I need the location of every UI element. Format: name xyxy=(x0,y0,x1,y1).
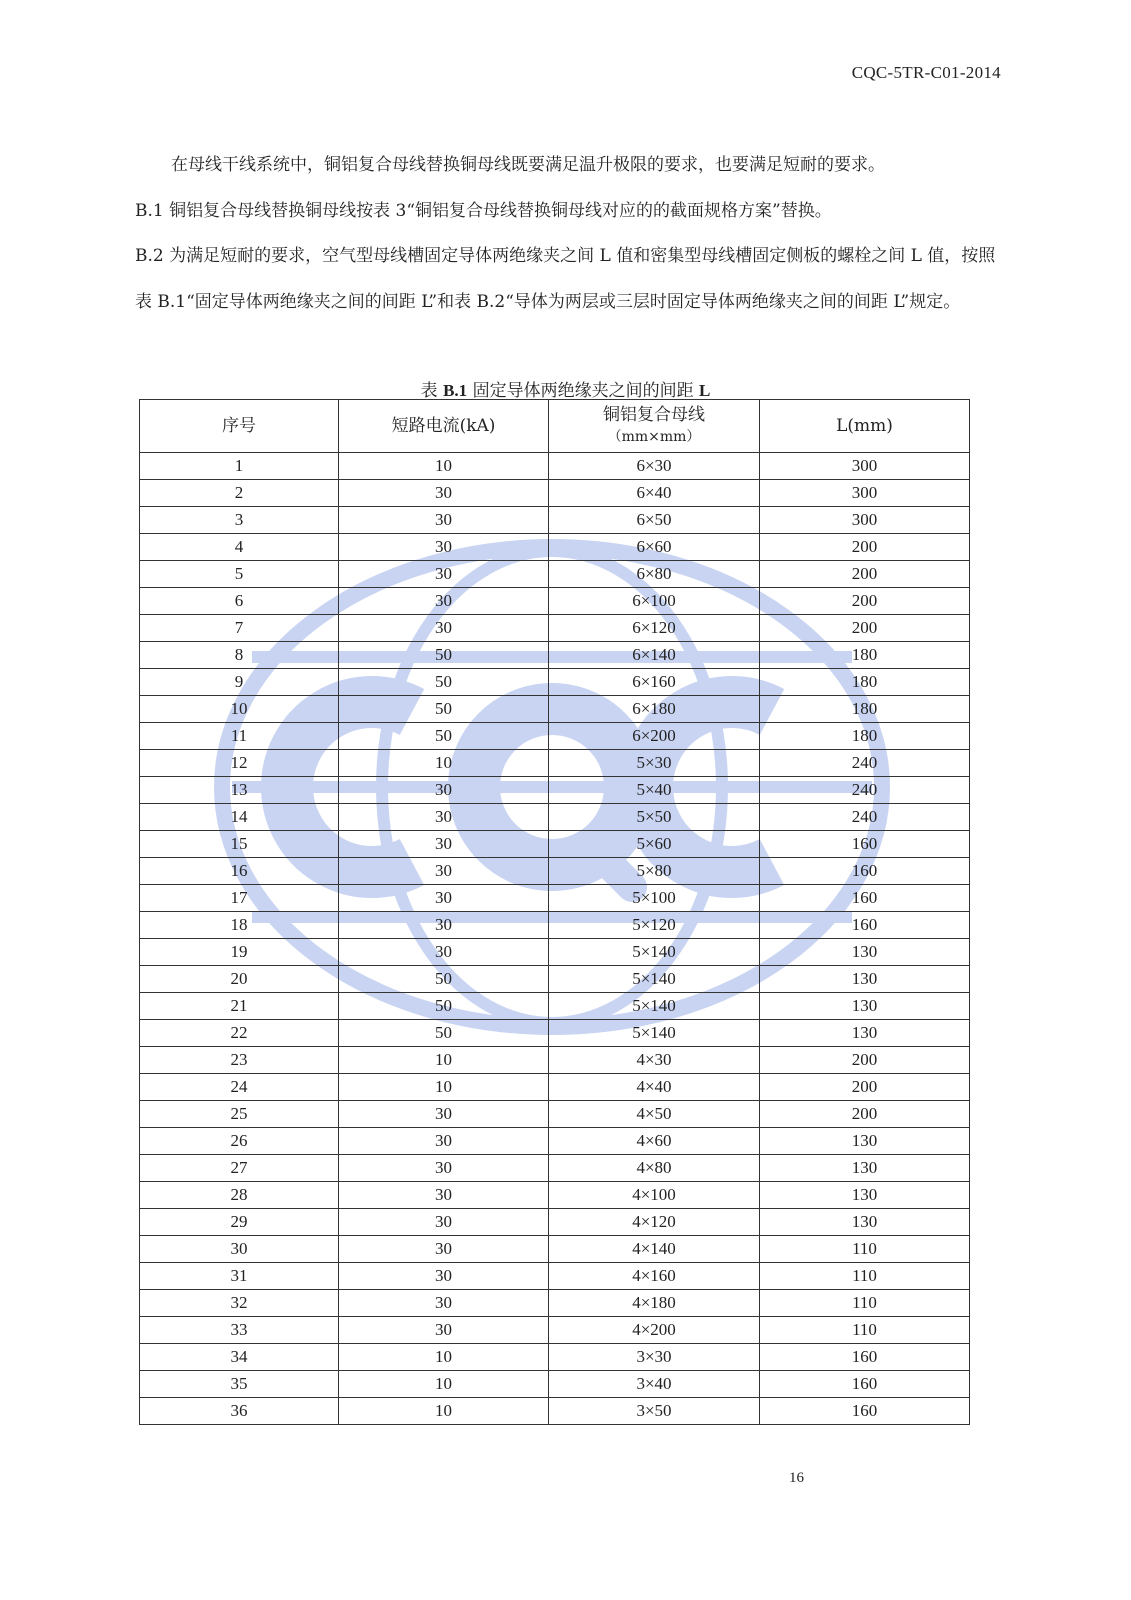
cell-busbar-size: 4×120 xyxy=(549,1209,760,1236)
cell-serial-number: 19 xyxy=(140,939,339,966)
cell-serial-number: 30 xyxy=(140,1236,339,1263)
table-row xyxy=(140,642,970,669)
cell-spacing-l: 180 xyxy=(760,669,970,696)
cell-short-circuit-current: 30 xyxy=(339,1101,549,1128)
cell-short-circuit-current: 30 xyxy=(339,1182,549,1209)
cell-serial-number: 18 xyxy=(140,912,339,939)
cell-serial-number: 10 xyxy=(140,696,339,723)
cell-busbar-size: 5×140 xyxy=(549,993,760,1020)
table-row xyxy=(140,696,970,723)
cell-spacing-l: 130 xyxy=(760,1209,970,1236)
cell-spacing-l: 160 xyxy=(760,1371,970,1398)
header-busbar-size: 铜铝复合母线 （mm×mm） xyxy=(549,400,760,453)
table-row xyxy=(140,480,970,507)
cell-spacing-l: 200 xyxy=(760,534,970,561)
cell-serial-number: 23 xyxy=(140,1047,339,1074)
cell-spacing-l: 110 xyxy=(760,1236,970,1263)
caption-text: 固定导体两绝缘夹之间的间距 xyxy=(472,381,694,401)
cell-serial-number: 1 xyxy=(140,453,339,480)
cell-serial-number: 35 xyxy=(140,1371,339,1398)
table-row xyxy=(140,1398,970,1425)
cell-short-circuit-current: 10 xyxy=(339,1074,549,1101)
cell-short-circuit-current: 10 xyxy=(339,1398,549,1425)
cell-spacing-l: 240 xyxy=(760,777,970,804)
table-row xyxy=(140,1290,970,1317)
table-body xyxy=(140,453,970,1425)
caption-symbol: L xyxy=(698,381,711,400)
cell-spacing-l: 130 xyxy=(760,1155,970,1182)
cell-spacing-l: 130 xyxy=(760,993,970,1020)
cell-spacing-l: 160 xyxy=(760,1398,970,1425)
table-row xyxy=(140,993,970,1020)
cell-serial-number: 20 xyxy=(140,966,339,993)
cell-serial-number: 4 xyxy=(140,534,339,561)
cell-short-circuit-current: 30 xyxy=(339,588,549,615)
cell-serial-number: 24 xyxy=(140,1074,339,1101)
cell-busbar-size: 5×140 xyxy=(549,966,760,993)
cell-short-circuit-current: 50 xyxy=(339,723,549,750)
table-row xyxy=(140,615,970,642)
cell-spacing-l: 200 xyxy=(760,1074,970,1101)
table-row xyxy=(140,1182,970,1209)
cell-short-circuit-current: 30 xyxy=(339,1209,549,1236)
cell-spacing-l: 130 xyxy=(760,1020,970,1047)
cell-busbar-size: 6×180 xyxy=(549,696,760,723)
cell-busbar-size: 6×120 xyxy=(549,615,760,642)
cell-busbar-size: 4×180 xyxy=(549,1290,760,1317)
cell-short-circuit-current: 30 xyxy=(339,777,549,804)
cell-busbar-size: 5×100 xyxy=(549,885,760,912)
table-row xyxy=(140,831,970,858)
cell-spacing-l: 160 xyxy=(760,912,970,939)
cell-spacing-l: 200 xyxy=(760,1047,970,1074)
cell-busbar-size: 6×140 xyxy=(549,642,760,669)
cell-spacing-l: 180 xyxy=(760,696,970,723)
cell-short-circuit-current: 50 xyxy=(339,642,549,669)
table-row xyxy=(140,912,970,939)
cell-short-circuit-current: 30 xyxy=(339,1128,549,1155)
table-row xyxy=(140,1317,970,1344)
cell-busbar-size: 6×30 xyxy=(549,453,760,480)
table-row xyxy=(140,804,970,831)
cell-serial-number: 22 xyxy=(140,1020,339,1047)
cell-short-circuit-current: 10 xyxy=(339,1047,549,1074)
cell-busbar-size: 5×40 xyxy=(549,777,760,804)
cell-serial-number: 14 xyxy=(140,804,339,831)
cell-short-circuit-current: 30 xyxy=(339,858,549,885)
cell-serial-number: 7 xyxy=(140,615,339,642)
spacing-table xyxy=(139,399,970,1425)
cell-busbar-size: 6×50 xyxy=(549,507,760,534)
table-row xyxy=(140,723,970,750)
cell-busbar-size: 6×160 xyxy=(549,669,760,696)
cell-spacing-l: 240 xyxy=(760,804,970,831)
cell-spacing-l: 300 xyxy=(760,480,970,507)
cell-serial-number: 11 xyxy=(140,723,339,750)
caption-table-id: B.1 xyxy=(443,381,468,400)
cell-short-circuit-current: 30 xyxy=(339,507,549,534)
cell-busbar-size: 4×200 xyxy=(549,1317,760,1344)
cell-short-circuit-current: 30 xyxy=(339,561,549,588)
cell-short-circuit-current: 30 xyxy=(339,480,549,507)
cell-serial-number: 12 xyxy=(140,750,339,777)
table-row xyxy=(140,858,970,885)
cell-busbar-size: 6×100 xyxy=(549,588,760,615)
cell-busbar-size: 4×30 xyxy=(549,1047,760,1074)
table-row xyxy=(140,1074,970,1101)
cell-serial-number: 15 xyxy=(140,831,339,858)
cell-spacing-l: 160 xyxy=(760,858,970,885)
cell-short-circuit-current: 30 xyxy=(339,534,549,561)
cell-spacing-l: 200 xyxy=(760,588,970,615)
cell-serial-number: 17 xyxy=(140,885,339,912)
cell-busbar-size: 4×50 xyxy=(549,1101,760,1128)
header-serial-number: 序号 xyxy=(140,400,339,453)
cell-spacing-l: 180 xyxy=(760,642,970,669)
header-spacing-l: L(mm) xyxy=(760,400,970,453)
table-row xyxy=(140,561,970,588)
cell-spacing-l: 200 xyxy=(760,1101,970,1128)
cell-serial-number: 25 xyxy=(140,1101,339,1128)
cell-busbar-size: 5×60 xyxy=(549,831,760,858)
table-caption xyxy=(0,376,1131,401)
table-row xyxy=(140,1020,970,1047)
cell-busbar-size: 5×140 xyxy=(549,939,760,966)
cell-spacing-l: 180 xyxy=(760,723,970,750)
cell-serial-number: 36 xyxy=(140,1398,339,1425)
cell-short-circuit-current: 10 xyxy=(339,750,549,777)
table-row xyxy=(140,1101,970,1128)
cell-busbar-size: 4×40 xyxy=(549,1074,760,1101)
cell-short-circuit-current: 30 xyxy=(339,912,549,939)
cell-short-circuit-current: 10 xyxy=(339,1344,549,1371)
cell-short-circuit-current: 30 xyxy=(339,1290,549,1317)
cell-busbar-size: 5×80 xyxy=(549,858,760,885)
table-row xyxy=(140,1236,970,1263)
cell-busbar-size: 4×140 xyxy=(549,1236,760,1263)
cell-serial-number: 2 xyxy=(140,480,339,507)
cell-busbar-size: 4×60 xyxy=(549,1128,760,1155)
cell-serial-number: 16 xyxy=(140,858,339,885)
cell-short-circuit-current: 30 xyxy=(339,1236,549,1263)
cell-serial-number: 13 xyxy=(140,777,339,804)
table-row xyxy=(140,588,970,615)
table-row xyxy=(140,453,970,480)
header-busbar-size-unit: （mm×mm） xyxy=(607,429,701,445)
cell-busbar-size: 5×140 xyxy=(549,1020,760,1047)
cell-short-circuit-current: 50 xyxy=(339,696,549,723)
body-text xyxy=(135,143,997,325)
cell-short-circuit-current: 30 xyxy=(339,1263,549,1290)
cell-serial-number: 5 xyxy=(140,561,339,588)
cell-serial-number: 34 xyxy=(140,1344,339,1371)
cell-serial-number: 21 xyxy=(140,993,339,1020)
cell-busbar-size: 6×60 xyxy=(549,534,760,561)
cell-spacing-l: 110 xyxy=(760,1317,970,1344)
cell-serial-number: 8 xyxy=(140,642,339,669)
table-row xyxy=(140,1209,970,1236)
cell-spacing-l: 130 xyxy=(760,1128,970,1155)
cell-short-circuit-current: 30 xyxy=(339,939,549,966)
cell-busbar-size: 6×200 xyxy=(549,723,760,750)
table-header-row xyxy=(140,400,970,453)
page-number: 16 xyxy=(789,1470,804,1486)
table-row xyxy=(140,750,970,777)
cell-spacing-l: 300 xyxy=(760,507,970,534)
cell-serial-number: 27 xyxy=(140,1155,339,1182)
cell-short-circuit-current: 10 xyxy=(339,1371,549,1398)
cell-busbar-size: 6×80 xyxy=(549,561,760,588)
cell-spacing-l: 200 xyxy=(760,561,970,588)
cell-serial-number: 28 xyxy=(140,1182,339,1209)
table-row xyxy=(140,1128,970,1155)
cell-busbar-size: 5×120 xyxy=(549,912,760,939)
intro-paragraph: 在母线干线系统中，铜铝复合母线替换铜母线既要满足温升极限的要求，也要满足短耐的要求。 xyxy=(171,155,885,175)
cell-short-circuit-current: 50 xyxy=(339,669,549,696)
cell-serial-number: 33 xyxy=(140,1317,339,1344)
cell-spacing-l: 200 xyxy=(760,615,970,642)
header-short-circuit-current: 短路电流(kA) xyxy=(339,400,549,453)
cell-serial-number: 29 xyxy=(140,1209,339,1236)
cell-busbar-size: 3×50 xyxy=(549,1398,760,1425)
table-row xyxy=(140,1263,970,1290)
cell-busbar-size: 5×50 xyxy=(549,804,760,831)
cell-busbar-size: 4×80 xyxy=(549,1155,760,1182)
cell-short-circuit-current: 30 xyxy=(339,1317,549,1344)
cell-spacing-l: 110 xyxy=(760,1290,970,1317)
cell-serial-number: 3 xyxy=(140,507,339,534)
cell-spacing-l: 300 xyxy=(760,453,970,480)
cell-short-circuit-current: 30 xyxy=(339,885,549,912)
table-row xyxy=(140,1344,970,1371)
table-row xyxy=(140,507,970,534)
cell-short-circuit-current: 50 xyxy=(339,1020,549,1047)
cell-busbar-size: 4×100 xyxy=(549,1182,760,1209)
table-row xyxy=(140,1371,970,1398)
cell-busbar-size: 3×30 xyxy=(549,1344,760,1371)
cell-serial-number: 6 xyxy=(140,588,339,615)
cell-spacing-l: 130 xyxy=(760,966,970,993)
cell-short-circuit-current: 50 xyxy=(339,993,549,1020)
cell-busbar-size: 6×40 xyxy=(549,480,760,507)
table-row xyxy=(140,966,970,993)
cell-short-circuit-current: 30 xyxy=(339,1155,549,1182)
table-row xyxy=(140,1155,970,1182)
table-row xyxy=(140,669,970,696)
cell-busbar-size: 4×160 xyxy=(549,1263,760,1290)
cell-serial-number: 26 xyxy=(140,1128,339,1155)
cell-serial-number: 32 xyxy=(140,1290,339,1317)
cell-spacing-l: 130 xyxy=(760,1182,970,1209)
cell-short-circuit-current: 30 xyxy=(339,831,549,858)
cell-spacing-l: 160 xyxy=(760,885,970,912)
table-row xyxy=(140,1047,970,1074)
table-row xyxy=(140,939,970,966)
table-row xyxy=(140,534,970,561)
cell-spacing-l: 110 xyxy=(760,1263,970,1290)
cell-short-circuit-current: 50 xyxy=(339,966,549,993)
clause-b1-paragraph: B.1 铜铝复合母线替换铜母线按表 3“铜铝复合母线替换铜母线对应的的截面规格方案”替换。 xyxy=(135,200,832,221)
cell-spacing-l: 240 xyxy=(760,750,970,777)
cell-serial-number: 31 xyxy=(140,1263,339,1290)
cell-spacing-l: 160 xyxy=(760,831,970,858)
cell-short-circuit-current: 30 xyxy=(339,615,549,642)
cell-spacing-l: 160 xyxy=(760,1344,970,1371)
cell-serial-number: 9 xyxy=(140,669,339,696)
clause-b2-paragraph: B.2 为满足短耐的要求，空气型母线槽固定导体两绝缘夹之间 L 值和密集型母线槽固定侧板的螺栓之间 L 值，按照表 B.1“固定导体两绝缘夹之间的间距 L”和表 B.2“导体为两层或三层时固定导体两绝缘夹之间的间距 L”规定。 xyxy=(135,246,996,312)
table-row xyxy=(140,777,970,804)
cell-short-circuit-current: 30 xyxy=(339,804,549,831)
cell-busbar-size: 5×30 xyxy=(549,750,760,777)
cell-short-circuit-current: 10 xyxy=(339,453,549,480)
document-code: CQC-5TR-C01-2014 xyxy=(851,63,1001,82)
table-row xyxy=(140,885,970,912)
caption-prefix: 表 xyxy=(420,381,438,401)
cell-spacing-l: 130 xyxy=(760,939,970,966)
cell-busbar-size: 3×40 xyxy=(549,1371,760,1398)
